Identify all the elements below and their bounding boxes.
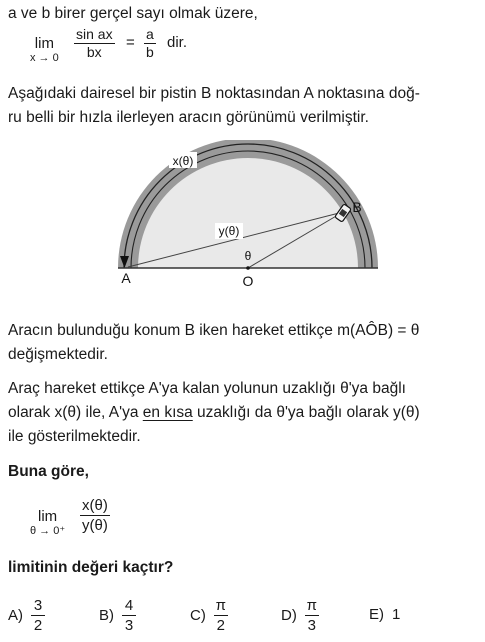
fraction-denominator: b bbox=[146, 44, 154, 61]
option-numerator: π bbox=[215, 597, 226, 614]
label-theta: θ bbox=[244, 249, 252, 263]
option-numerator: 4 bbox=[124, 597, 134, 614]
option-e[interactable] bbox=[369, 606, 400, 623]
option-c[interactable] bbox=[190, 596, 228, 635]
label-point-B: B bbox=[352, 199, 362, 215]
intro-text: a ve b birer gerçel sayı olmak üzere, bbox=[8, 5, 258, 22]
fraction-numerator: x(θ) bbox=[82, 497, 108, 514]
equals-sign: = bbox=[126, 34, 135, 51]
option-letter: E) bbox=[369, 606, 384, 623]
point-O-dot bbox=[246, 266, 250, 270]
option-letter: D) bbox=[281, 607, 297, 625]
fraction-denominator: bx bbox=[86, 44, 102, 61]
label-y-theta: y(θ) bbox=[218, 224, 240, 238]
option-value: 1 bbox=[392, 606, 401, 623]
paragraph-3-line-2-end: uzaklığı da θ'ya bağlı olarak y(θ) bbox=[192, 404, 420, 421]
option-fraction bbox=[214, 596, 228, 635]
option-denominator: 2 bbox=[33, 617, 43, 635]
option-denominator: 2 bbox=[216, 617, 225, 635]
option-denominator: 3 bbox=[307, 617, 316, 635]
fraction-x-over-y bbox=[80, 496, 110, 535]
option-a[interactable] bbox=[8, 596, 45, 635]
label-x-theta: x(θ) bbox=[172, 154, 194, 168]
option-denominator: 3 bbox=[124, 617, 134, 635]
option-letter: A) bbox=[8, 607, 23, 625]
paragraph-2-line-1: Aracın bulunduğu konum B iken hareket ettikçe m(AÔB) = θ bbox=[8, 322, 420, 339]
track-figure bbox=[0, 140, 485, 290]
lim-subscript: x → 0 bbox=[30, 52, 59, 64]
paragraph-3-line-2-start: olarak x(θ) ile, A'ya bbox=[8, 404, 143, 421]
label-point-A: A bbox=[121, 270, 131, 286]
paragraph-3-line-1: Araç hareket ettikçe A'ya kalan yolunun uzaklığı θ'ya bağlı bbox=[8, 380, 406, 397]
fraction-denominator: y(θ) bbox=[82, 517, 108, 535]
lim-word: lim bbox=[34, 35, 54, 52]
paragraph-3-line-3: ile gösterilmektedir. bbox=[8, 428, 141, 445]
option-letter: B) bbox=[99, 607, 114, 625]
option-fraction bbox=[305, 596, 319, 635]
fraction-a-over-b bbox=[144, 26, 156, 61]
paragraph-3-line-2 bbox=[8, 401, 420, 425]
option-numerator: π bbox=[306, 597, 317, 614]
formula-suffix: dir. bbox=[167, 34, 188, 51]
paragraph-1-line-1: Aşağıdaki dairesel bir pistin B noktasından A noktasına doğ- bbox=[8, 85, 420, 102]
option-numerator: 3 bbox=[33, 597, 43, 614]
underlined-en-kisa: en kısa bbox=[142, 404, 193, 421]
fraction-numerator: sin ax bbox=[76, 26, 113, 42]
option-b[interactable] bbox=[99, 596, 136, 635]
label-point-O: O bbox=[242, 273, 254, 289]
question-lead: Buna göre, bbox=[8, 463, 89, 480]
option-fraction bbox=[31, 596, 45, 635]
option-d[interactable] bbox=[281, 596, 319, 635]
limit-operator-2 bbox=[30, 509, 65, 538]
paragraph-1-line-2: ru belli bir hızla ilerleyen aracın görünümü verilmiştir. bbox=[8, 109, 369, 126]
lim-subscript: θ → 0⁺ bbox=[30, 525, 66, 537]
option-letter: C) bbox=[190, 607, 206, 625]
limit-operator-1 bbox=[30, 36, 59, 65]
paragraph-2-line-2: değişmektedir. bbox=[8, 346, 108, 363]
fraction-numerator: a bbox=[146, 26, 154, 42]
lim-word: lim bbox=[37, 508, 58, 525]
question-text: limitinin değeri kaçtır? bbox=[8, 559, 174, 576]
fraction-sin-ax-over-bx bbox=[74, 26, 115, 61]
option-fraction bbox=[122, 596, 136, 635]
